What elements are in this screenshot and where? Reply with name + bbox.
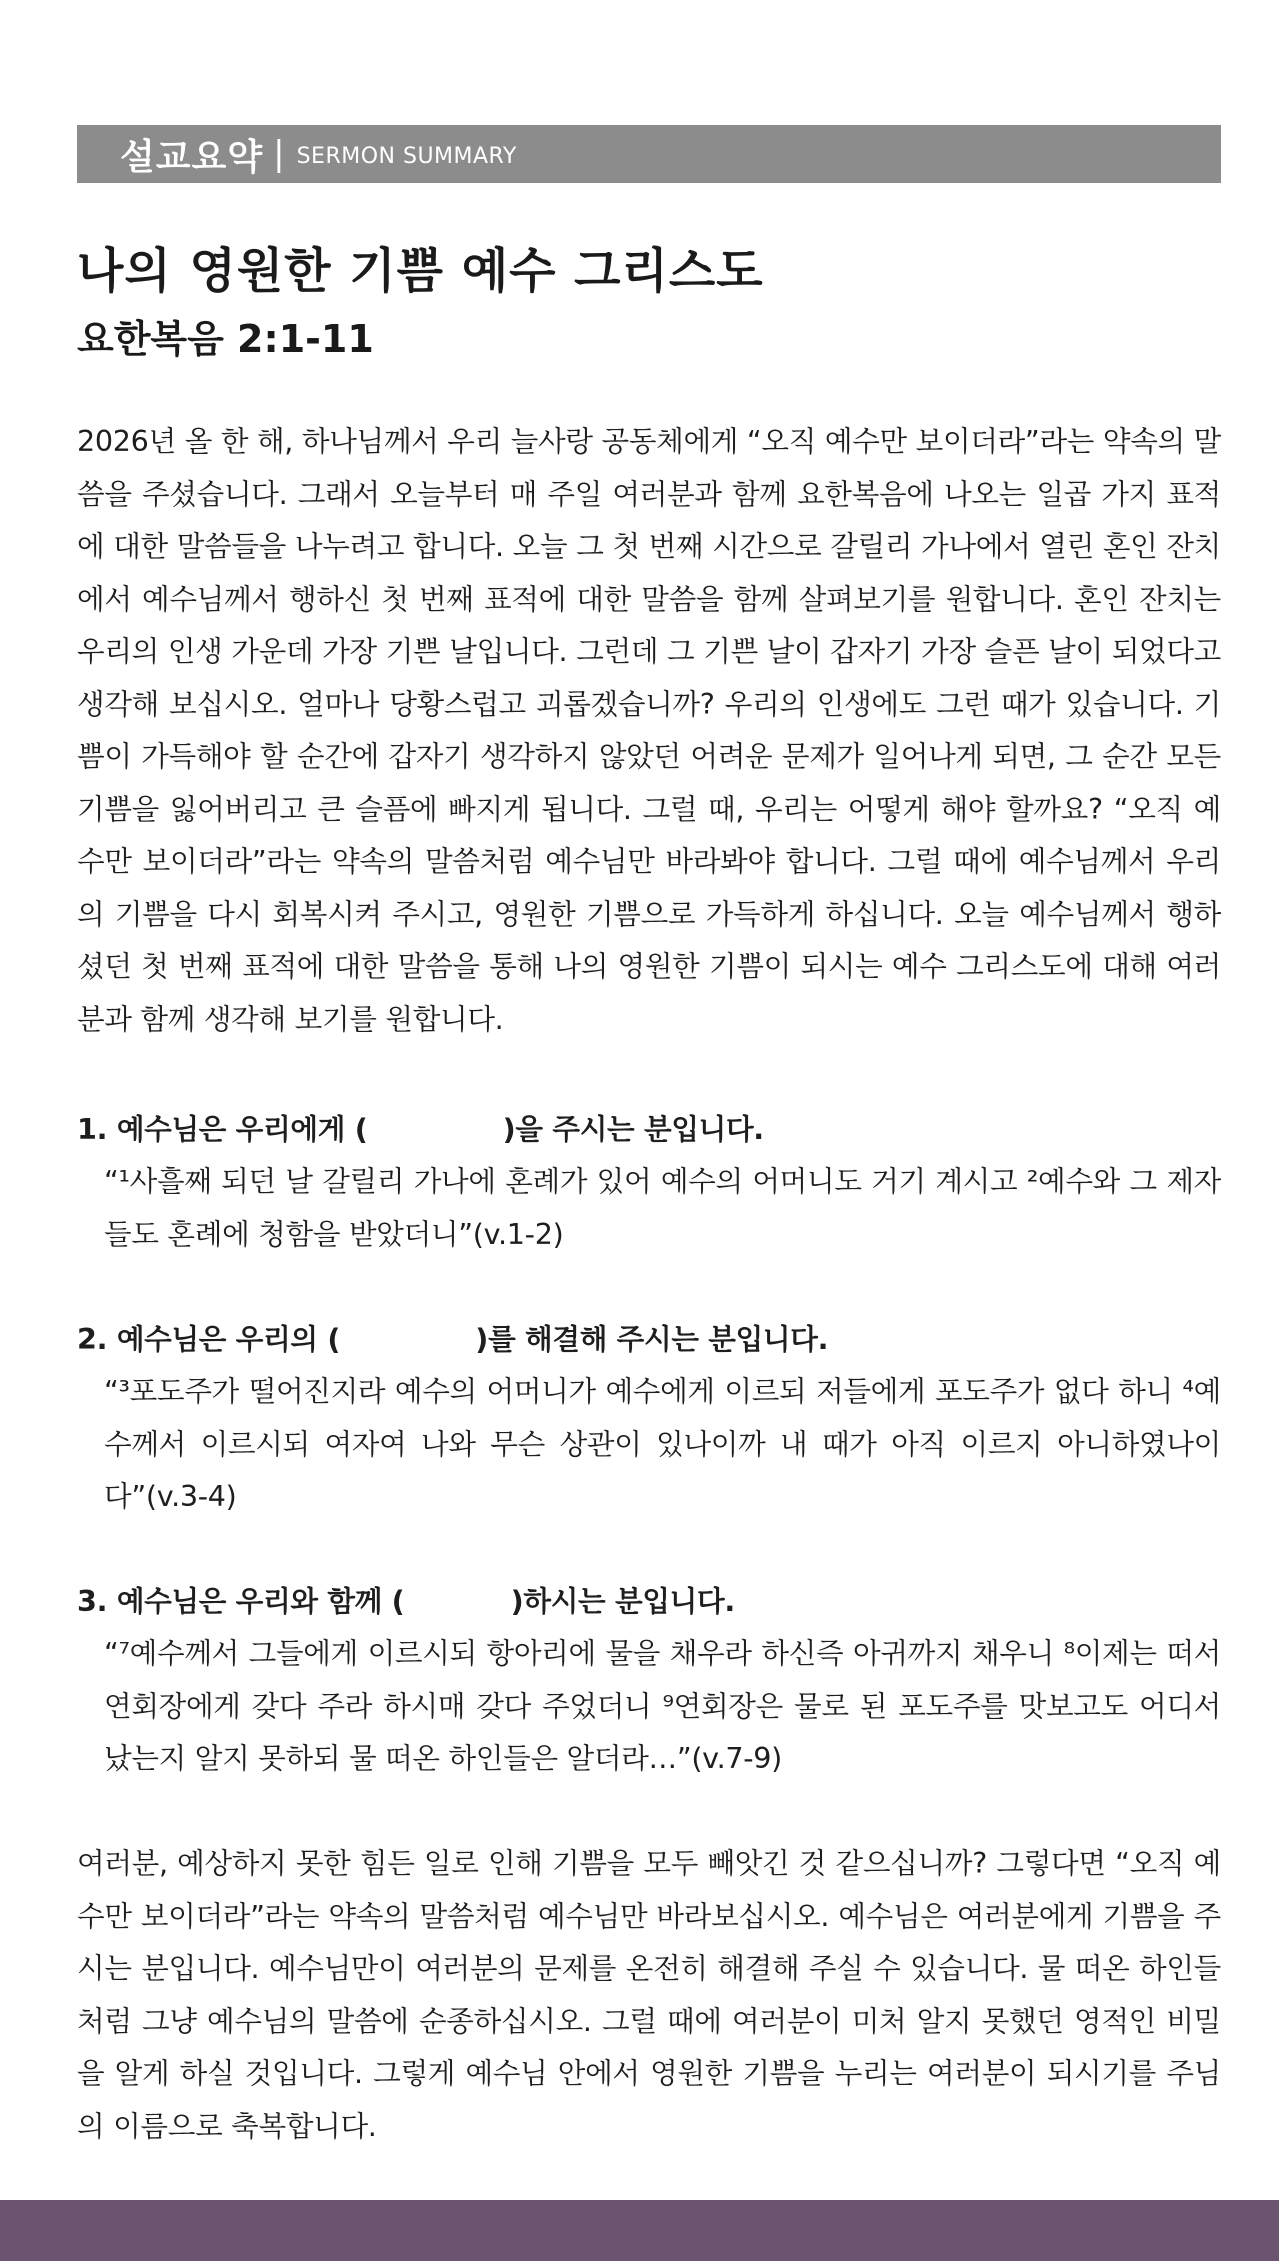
point-3-title: 3. 예수님은 우리와 함께 ( )하시는 분입니다.	[77, 1584, 735, 1618]
point-1-quote: “¹사흘째 되던 날 갈릴리 가나에 혼례가 있어 예수의 어머니도 거기 계시고 ²예수와 그 제자들도 혼례에 청함을 받았더니”(v.1-2)	[104, 1164, 1221, 1251]
footer-band	[0, 2200, 1279, 2261]
point-1-title: 1. 예수님은 우리에게 ( )을 주시는 분입니다.	[77, 1112, 764, 1146]
section-label-english: SERMON SUMMARY	[296, 143, 517, 169]
point-2-title: 2. 예수님은 우리의 ( )를 해결해 주시는 분입니다.	[77, 1322, 829, 1356]
point-3-quote: “⁷예수께서 그들에게 이르시되 항아리에 물을 채우라 하신즉 아귀까지 채우니 ⁸이제는 떠서 연회장에게 갖다 주라 하시매 갖다 주었더니 ⁹연회장은 물로 된 포도주를 맛보고도 어디서 났는지 알지 못하되 물 떠온 하인들은 알더라…”(v.7-9)	[104, 1636, 1221, 1775]
conclusion-paragraph: 여러분, 예상하지 못한 힘든 일로 인해 기쁨을 모두 빼앗긴 것 같으십니까? 그렇다면 “오직 예수만 보이더라”라는 약속의 말씀처럼 예수님만 바라보십시오. 예수님은 여러분에게 기쁨을 주시는 분입니다. 예수님만이 여러분의 문제를 온전히 해결해 주실 수 있습니다. 물 떠온 하인들처럼 그냥 예수님의 말씀에 순종하십시오. 그럴 때에 여러분이 미처 알지 못했던 영적인 비밀을 알게 하실 것입니다. 그렇게 예수님 안에서 영원한 기쁨을 누리는 여러분이 되시기를 주님의 이름으로 축복합니다.	[77, 1846, 1221, 2143]
intro-paragraph: 2026년 올 한 해, 하나님께서 우리 늘사랑 공동체에게 “오직 예수만 보이더라”라는 약속의 말씀을 주셨습니다. 그래서 오늘부터 매 주일 여러분과 함께 요한복음에 나오는 일곱 가지 표적에 대한 말씀들을 나누려고 합니다. 오늘 그 첫 번째 시간으로 갈릴리 가나에서 열린 혼인 잔치에서 예수님께서 행하신 첫 번째 표적에 대한 말씀을 함께 살펴보기를 원합니다. 혼인 잔치는 우리의 인생 가운데 가장 기쁜 날입니다. 그런데 그 기쁜 날이 갑자기 가장 슬픈 날이 되었다고 생각해 보십시오. 얼마나 당황스럽고 괴롭겠습니까? 우리의 인생에도 그런 때가 있습니다. 기쁨이 가득해야 할 순간에 갑자기 생각하지 않았던 어려운 문제가 일어나게 되면, 그 순간 모든 기쁨을 잃어버리고 큰 슬픔에 빠지게 됩니다. 그럴 때, 우리는 어떻게 해야 할까요? “오직 예수만 보이더라”라는 약속의 말씀처럼 예수님만 바라봐야 합니다. 그럴 때에 예수님께서 우리의 기쁨을 다시 회복시켜 주시고, 영원한 기쁨으로 가득하게 하십니다. 오늘 예수님께서 행하셨던 첫 번째 표적에 대한 말씀을 통해 나의 영원한 기쁨이 되시는 예수 그리스도에 대해 여러분과 함께 생각해 보기를 원합니다.	[77, 424, 1221, 1036]
sermon-title: 나의 영원한 기쁨 예수 그리스도	[77, 243, 764, 299]
header-separator: |	[273, 134, 285, 174]
section-label-korean: 설교요약	[120, 136, 264, 178]
point-2-quote: “³포도주가 떨어진지라 예수의 어머니가 예수에게 이르되 저들에게 포도주가 없다 하니 ⁴예수께서 이르시되 여자여 나와 무슨 상관이 있나이까 내 때가 아직 이르지 아니하였나이다”(v.3-4)	[104, 1374, 1221, 1513]
section-header	[77, 125, 1221, 183]
scripture-reference: 요한복음 2:1-11	[77, 317, 374, 361]
